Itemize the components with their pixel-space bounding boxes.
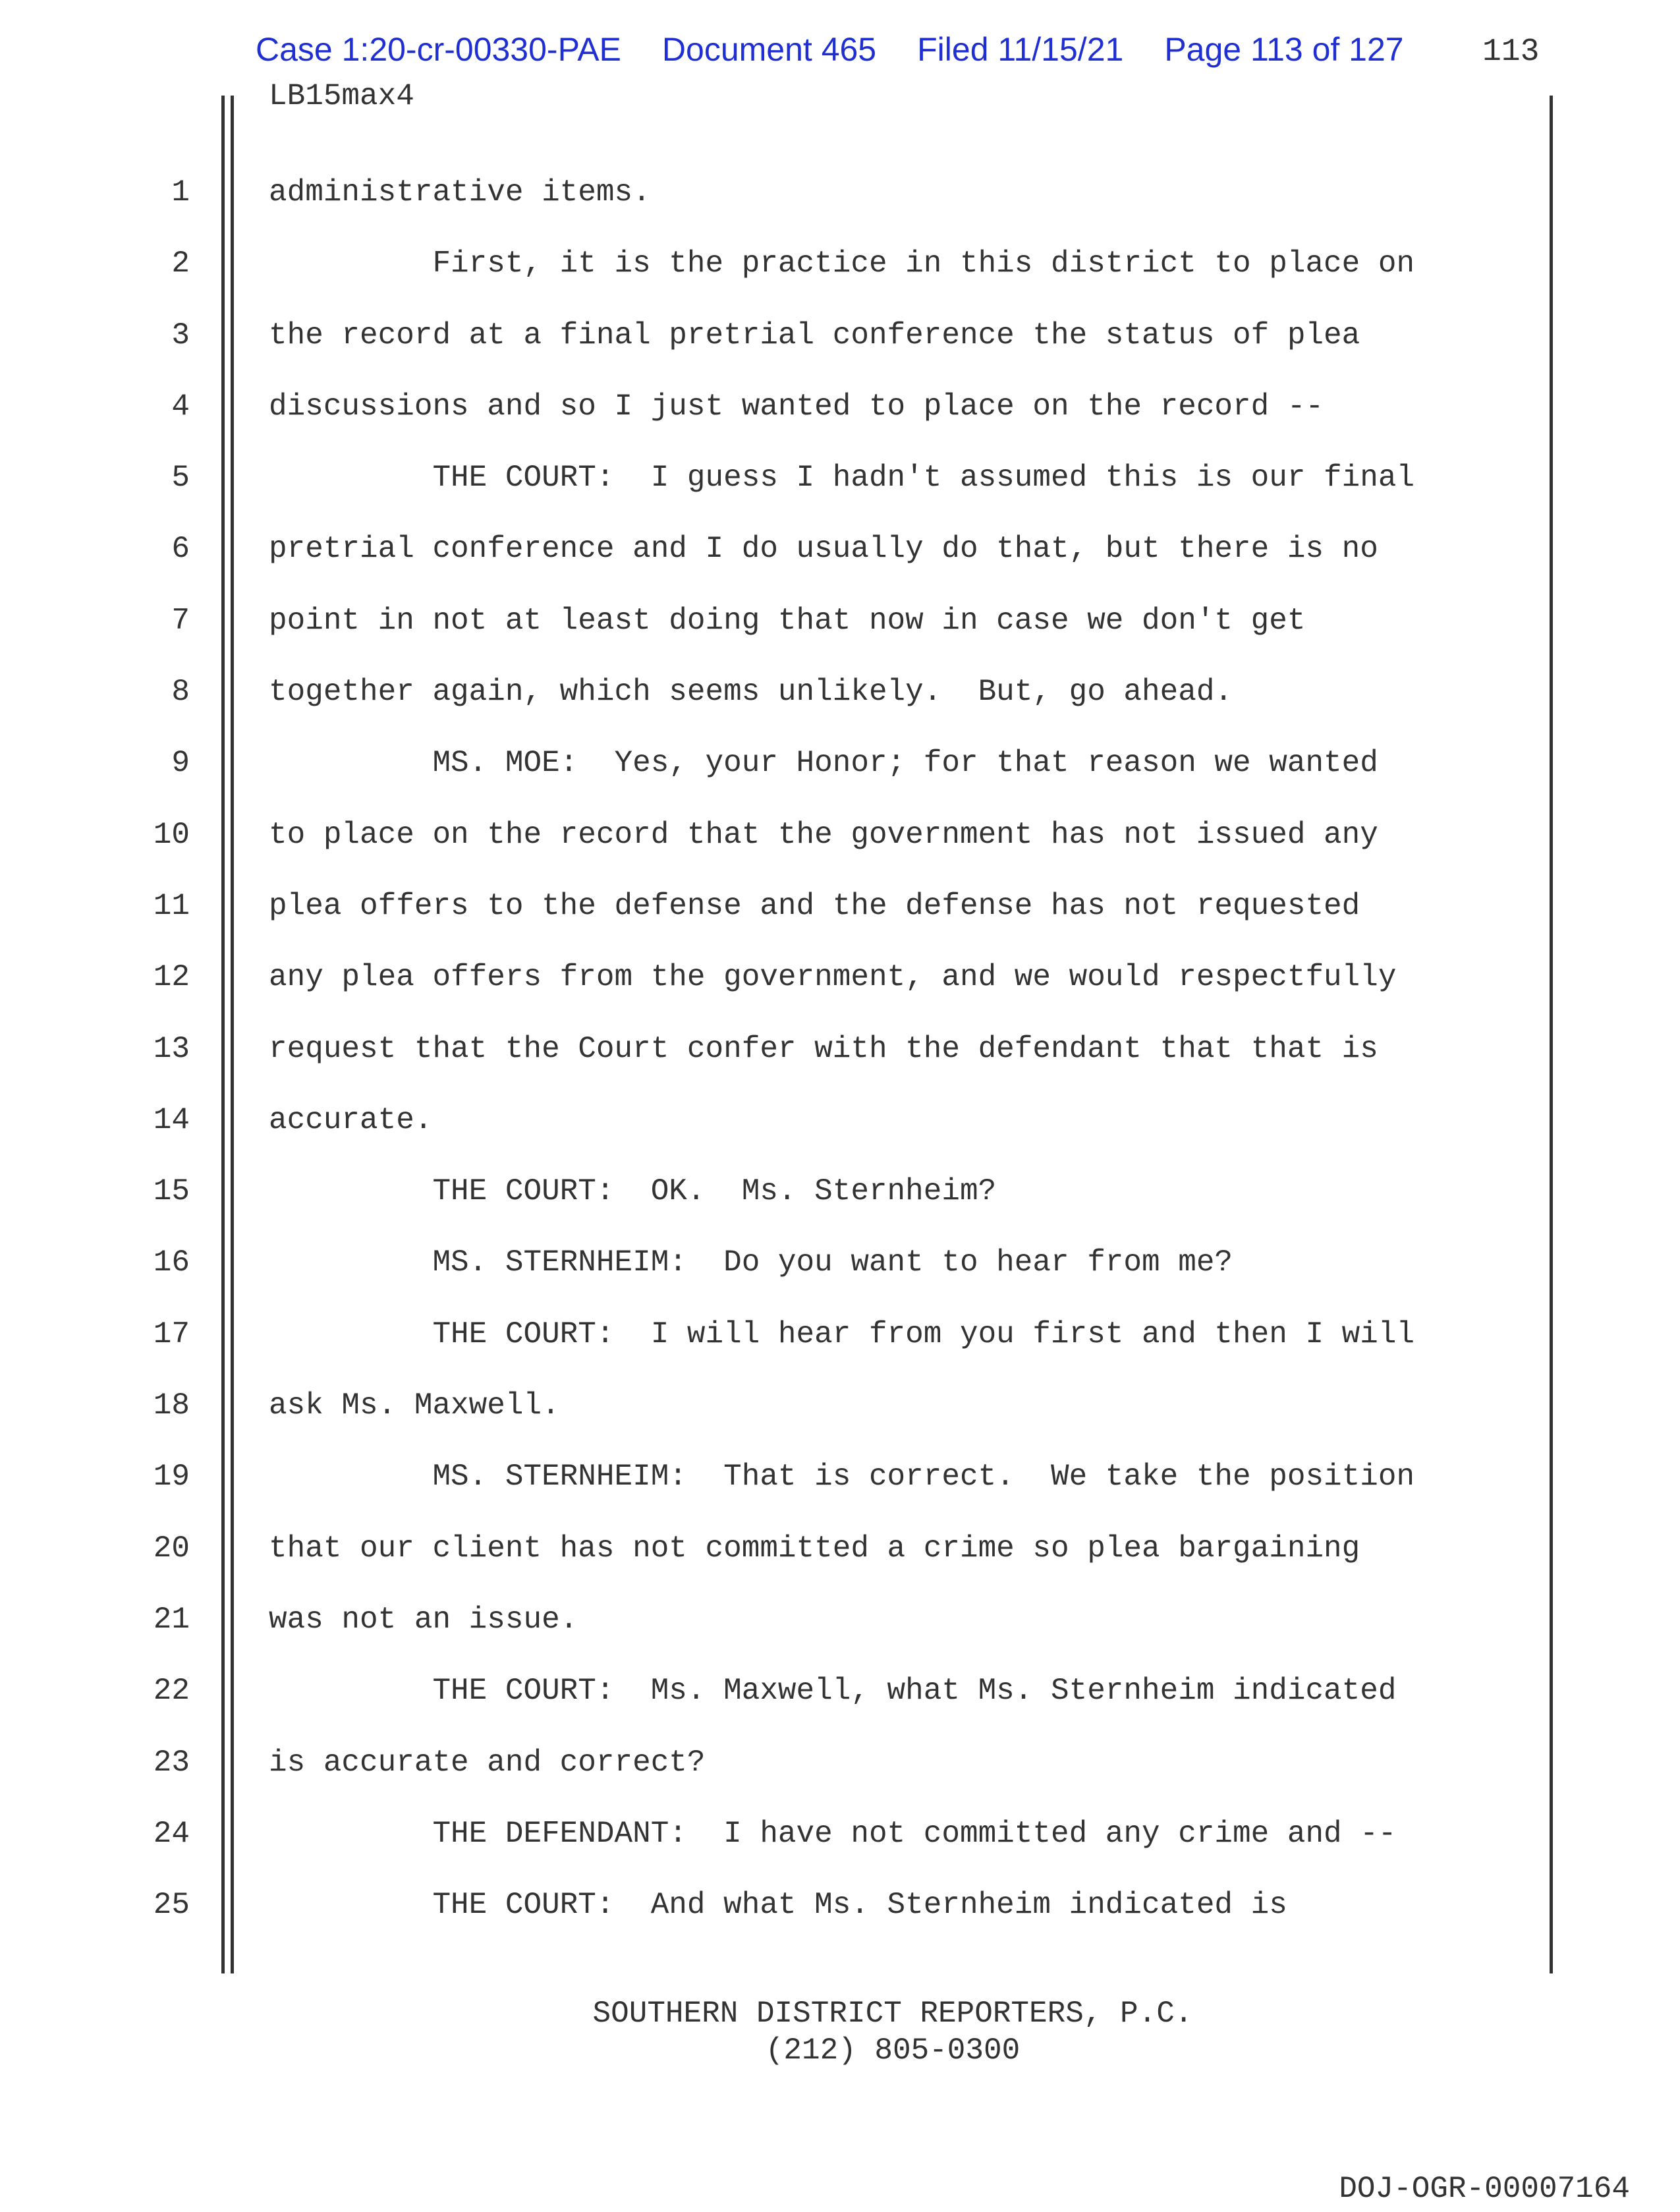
transcript-line [0, 886, 1680, 957]
line-text: together again, which seems unlikely. But, go ahead. [269, 675, 1233, 710]
transcript-line [0, 1457, 1680, 1528]
line-number: 16 [153, 1245, 190, 1280]
transcript-line [0, 957, 1680, 1029]
transcript-lines [0, 173, 1680, 1956]
line-text: administrative items. [269, 175, 651, 210]
page-of-total: Page 113 of 127 [1164, 31, 1404, 68]
line-text: THE DEFENDANT: I have not committed any crime and -- [269, 1816, 1397, 1851]
line-text: that our client has not committed a crime so plea bargaining [269, 1531, 1360, 1566]
line-text: plea offers to the defense and the defense has not requested [269, 888, 1360, 923]
transcript-line [0, 672, 1680, 743]
transcript-page-number: 113 [1482, 34, 1540, 70]
reporter-name: SOUTHERN DISTRICT REPORTERS, P.C. [592, 1997, 1193, 2031]
line-text: THE COURT: OK. Ms. Sternheim? [269, 1174, 997, 1209]
line-text: the record at a final pretrial conference the status of plea [269, 318, 1360, 353]
line-number: 15 [153, 1174, 190, 1209]
transcript-line [0, 815, 1680, 886]
line-number: 2 [171, 246, 190, 281]
case-number: Case 1:20-cr-00330-PAE [256, 31, 621, 68]
transcript-line [0, 458, 1680, 529]
line-number: 9 [171, 746, 190, 781]
line-number: 8 [171, 675, 190, 710]
line-number: 11 [153, 888, 190, 923]
transcript-line [0, 1600, 1680, 1671]
line-text: request that the Court confer with the defendant that that is [269, 1031, 1378, 1066]
transcript-line [0, 244, 1680, 315]
line-text: discussions and so I just wanted to place on the record -- [269, 389, 1324, 424]
line-number: 23 [153, 1745, 190, 1780]
transcript-line [0, 1386, 1680, 1457]
transcript-line [0, 1172, 1680, 1243]
line-number: 22 [153, 1674, 190, 1709]
line-number: 7 [171, 603, 190, 638]
reporter-phone: (212) 805-0300 [765, 2033, 1021, 2068]
document-number: Document 465 [661, 31, 877, 68]
line-text: accurate. [269, 1102, 433, 1137]
transcript-line [0, 387, 1680, 458]
transcript-line [0, 173, 1680, 244]
line-number: 21 [153, 1602, 190, 1637]
line-number: 4 [171, 389, 190, 424]
line-text: First, it is the practice in this district to place on [269, 246, 1415, 281]
line-number: 25 [153, 1888, 190, 1923]
line-number: 6 [171, 532, 190, 567]
transcript-line [0, 1529, 1680, 1600]
transcript-job-id: LB15max4 [269, 79, 414, 113]
line-text: any plea offers from the government, and we would respectfully [269, 960, 1397, 995]
line-text: THE COURT: Ms. Maxwell, what Ms. Sternheim indicated [269, 1674, 1397, 1709]
transcript-line [0, 316, 1680, 387]
line-text: MS. STERNHEIM: Do you want to hear from me? [269, 1245, 1233, 1280]
line-number: 17 [153, 1317, 190, 1351]
line-number: 12 [153, 960, 190, 995]
line-text: THE COURT: And what Ms. Sternheim indicated is [269, 1888, 1287, 1923]
line-text: ask Ms. Maxwell. [269, 1388, 560, 1423]
line-text: MS. STERNHEIM: That is correct. We take the position [269, 1460, 1415, 1494]
line-number: 19 [153, 1460, 190, 1494]
line-text: pretrial conference and I do usually do that, but there is no [269, 532, 1378, 567]
transcript-line [0, 743, 1680, 814]
line-text: THE COURT: I guess I hadn't assumed this is our final [269, 461, 1415, 496]
transcript-line [0, 529, 1680, 600]
line-text: MS. MOE: Yes, your Honor; for that reason we wanted [269, 746, 1378, 781]
line-number: 3 [171, 318, 190, 353]
transcript-line [0, 1243, 1680, 1314]
line-text: to place on the record that the government has not issued any [269, 817, 1378, 852]
transcript-line [0, 1100, 1680, 1172]
transcript-line [0, 1671, 1680, 1742]
reporter-footer [0, 1995, 1680, 2069]
transcript-line [0, 1885, 1680, 1956]
filed-date: Filed 11/15/21 [917, 31, 1124, 68]
line-number: 13 [153, 1031, 190, 1066]
line-number: 5 [171, 461, 190, 496]
line-number: 24 [153, 1816, 190, 1851]
line-text: is accurate and correct? [269, 1745, 706, 1780]
line-number: 14 [153, 1102, 190, 1137]
line-text: was not an issue. [269, 1602, 578, 1637]
line-text: THE COURT: I will hear from you first and then I will [269, 1317, 1415, 1351]
bates-number: DOJ-OGR-00007164 [1339, 2172, 1630, 2206]
filing-header [256, 30, 1445, 69]
line-number: 10 [153, 817, 190, 852]
line-number: 1 [171, 175, 190, 210]
transcript-line [0, 1029, 1680, 1100]
transcript-line [0, 1743, 1680, 1814]
transcript-line [0, 1315, 1680, 1386]
line-text: point in not at least doing that now in case we don't get [269, 603, 1306, 638]
line-number: 18 [153, 1388, 190, 1423]
transcript-line [0, 1814, 1680, 1885]
line-number: 20 [153, 1531, 190, 1566]
transcript-line [0, 601, 1680, 672]
